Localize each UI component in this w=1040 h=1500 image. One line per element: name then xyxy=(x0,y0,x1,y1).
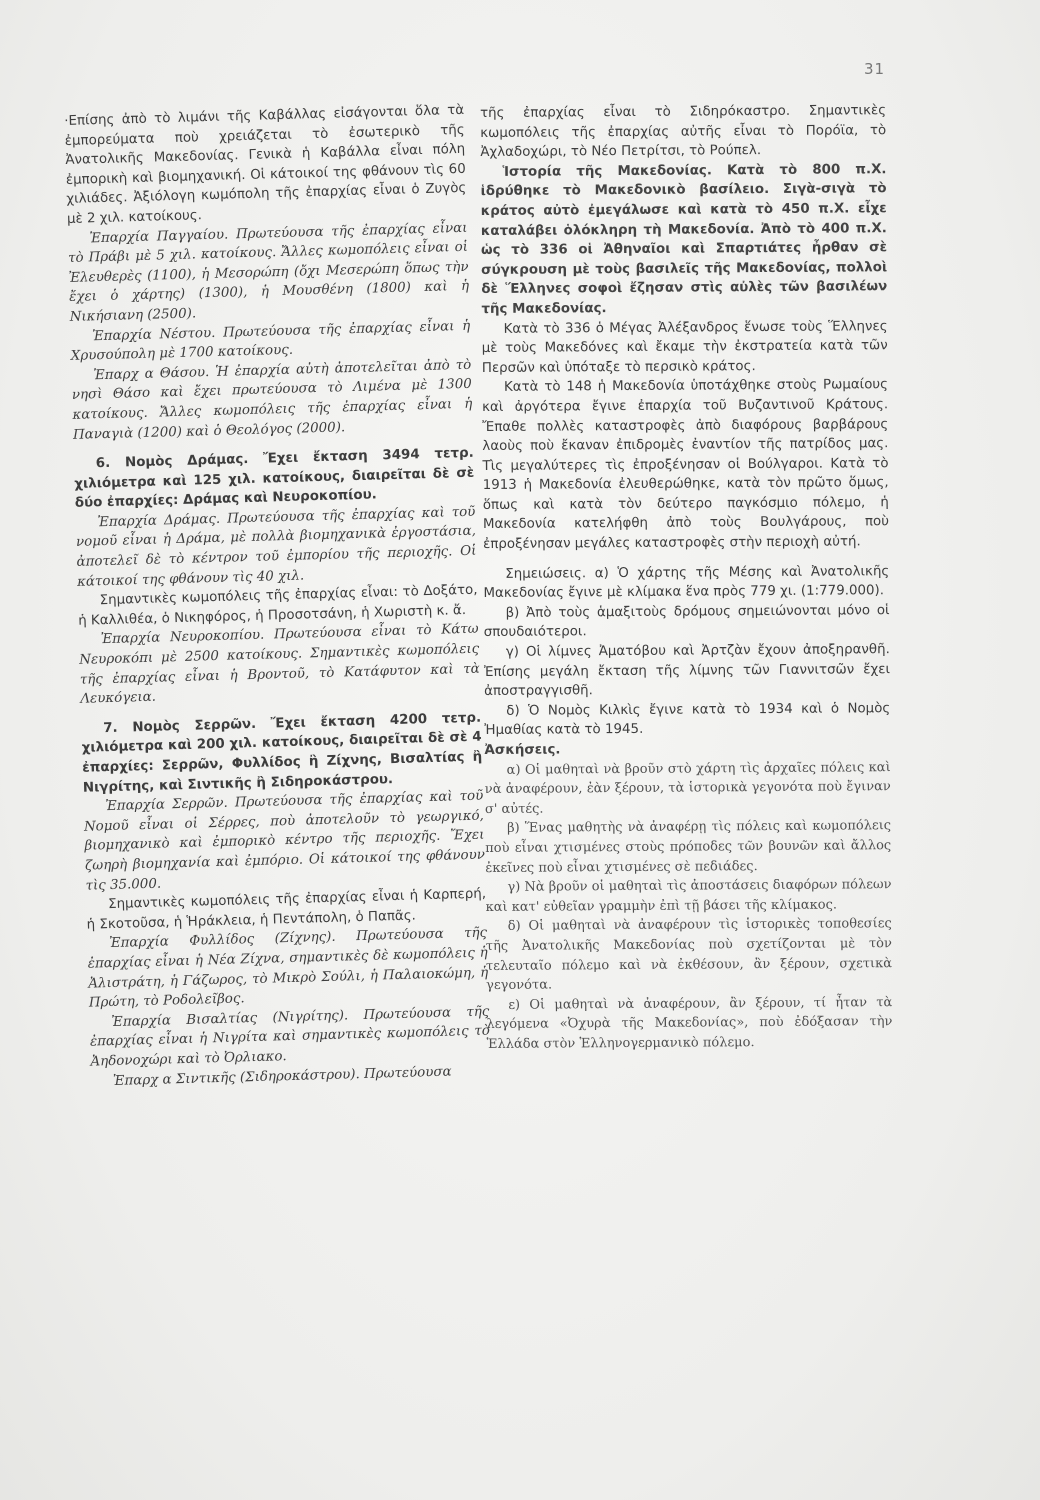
paragraph-serres-towns: Σημαντικὲς κωμοπόλεις τῆς ἐπαρχίας εἶναι ἡ Καρπερή, ἡ Σκοτοῦσα, ἡ Ἡράκλεια, ἡ Πεντάπολη, ὁ Παπᾶς. xyxy=(86,886,487,933)
paragraph-sidirokastro-towns: τῆς ἐπαρχίας εἶναι τὸ Σιδηρόκαστρο. Σημαντικὲς κωμοπόλεις τῆς ἐπαρχίας αὐτῆς εἶναι τὸ Πορόϊα, τὸ Ἀχλαδοχώρι, τὸ Νέο Πετρίτσι, τὸ Ρούπελ. xyxy=(480,103,887,161)
exercise-c: γ) Νὰ βροῦν οἱ μαθηταὶ τὶς ἀποστάσεις διαφόρων πόλεων καὶ κατ' εὐθεῖαν γραμμὴν ἐπὶ τῇ βάσει τῆς κλίμακος. xyxy=(485,877,892,915)
paragraph-history-roman-byzantine: Κατὰ τὸ 148 ἡ Μακεδονία ὑποτάχθηκε στοὺς Ρωμαίους καὶ ἀργότερα ἔγινε ἐπαρχία τοῦ Βυζαντινοῦ Κράτους. Ἔπαθε πολλὲς καταστροφὲς ἀπὸ διαφόρους βαρβάρους λαοὺς ποὺ ἔκαναν ἐπιδρομὲς ἐναντίον τῆς πατρίδος μας. Τὶς μεγαλύτερες τὶς ἐπροξένησαν οἱ Βούλγαροι. Κατὰ τὸ 1913 ἡ Μακεδονία ἐλευθερώθηκε, κατὰ τὸν πρῶτο ὅμως, ὅπως καὶ κατὰ τὸν δεύτερο παγκόσμιο πόλεμο, ἡ Μακεδονία κατελήφθη ἀπὸ τοὺς Βουλγάρους, ποὺ ἐπροξένησαν μεγάλες καταστροφὲς στὴν περιοχὴ αὐτή. xyxy=(482,377,889,553)
paragraph-fyllida-province: Ἐπαρχία Φυλλίδος (Ζίχνης). Πρωτεύουσα τῆς ἐπαρχίας εἶναι ἡ Νέα Ζίχνα, σημαντικὲς δὲ κωμοπόλεις ἡ Ἀλιστράτη, ἡ Γάζωρος, τὸ Μικρὸ Σούλι, ἡ Παλαιοκώμη, ἡ Πρώτη, τὸ Ροδολεῖβος. xyxy=(87,925,489,1011)
exercises-heading: Ἀσκήσεις. xyxy=(484,742,561,758)
exercise-d: δ) Οἱ μαθηταὶ νὰ ἀναφέρουν τὶς ἱστορικὲς τοποθεσίες τῆς Ἀνατολικῆς Μακεδονίας ποὺ σχετίζονται μὲ τὸν τελευταῖο πόλεμο καὶ νὰ ἐκθέσουν, ἂν ξέρουν, σχετικὰ γεγονότα. xyxy=(485,916,893,994)
paragraph-pangaio-province: Ἐπαρχία Παγγαίου. Πρωτεύουσα τῆς ἐπαρχίας εἶναι τὸ Πράβι μὲ 5 χιλ. κατοίκους. Ἄλλες κωμοπόλεις εἶναι οἱ Ἐλευθερὲς (1100), ἡ Μεσορώπη (ὄχι Μεσερώπη ὅπως τὴν ἔχει ὁ χάρτης) (1300), ἡ Μουσθένη (1800) καὶ ἡ Νικήσιανη (2500). xyxy=(67,220,470,325)
paragraph-serres-prefecture: 7. Νομὸς Σερρῶν. Ἔχει ἔκταση 4200 τετρ. χιλιόμετρα καὶ 200 χιλ. κατοίκους, διαιρεῖται δὲ σὲ 4 ἐπαρχίες: Σερρῶν, Φυλλίδος ἢ Ζίχνης, Βισαλτίας ἢ Νιγρίτης, καὶ Σιντικῆς ἢ Σιδηροκάστρου. xyxy=(81,710,483,796)
paragraph-drama-province: Ἐπαρχία Δράμας. Πρωτεύουσα τῆς ἐπαρχίας καὶ τοῦ νομοῦ εἶναι ἡ Δράμα, μὲ πολλὰ βιομηχανικὰ ἐργοστάσια, ἀποτελεῖ δὲ τὸ κέντρον τοῦ ἐμπορίου τῆς περιοχῆς. Οἱ κάτοικοί της φθάνουν τὶς 40 χιλ. xyxy=(75,504,477,590)
left-column xyxy=(64,101,491,1092)
paragraph-history-heading: Ἱστορία τῆς Μακεδονίας. Κατὰ τὸ 800 π.Χ. ἱδρύθηκε τὸ Μακεδονικὸ βασίλειο. Σιγὰ-σιγὰ τὸ κράτος αὐτὸ ἐμεγάλωσε καὶ κατὰ τὸ 450 π.Χ. εἶχε καταλάβει ὁλόκληρη τὴ Μακεδονία. Ἀπὸ τὸ 400 π.Χ. ὡς τὸ 336 οἱ Ἀθηναῖοι καὶ Σπαρτιάτες ἦρθαν σὲ σύγκρουση μὲ τοὺς βασιλεῖς τῆς Μακεδονίας, πολλοὶ δὲ Ἕλληνες σοφοὶ ἔζησαν στὶς αὐλὲς τῶν βασιλέων τῆς Μακεδονίας. xyxy=(480,161,888,317)
exercise-a: α) Οἱ μαθηταὶ νὰ βροῦν στὸ χάρτη τὶς ἀρχαῖες πόλεις καὶ νὰ ἀναφέρουν, ἐὰν ξέρουν, τὰ ἱστορικὰ γεγονότα ποὺ ἔγιναν σ' αὐτές. xyxy=(484,759,891,817)
paragraph-serres-province: Ἐπαρχία Σερρῶν. Πρωτεύουσα τῆς ἐπαρχίας καὶ τοῦ Νομοῦ εἶναι οἱ Σέρρες, ποὺ ἀποτελοῦν τὸ γεωργικό, βιομηχανικὸ καὶ ἐμπορικὸ κέντρο τῆς περιοχῆς. Ἔχει ζωηρὴ βιομηχανία καὶ ἐμπόριο. Οἱ κάτοικοί της φθάνουν τὶς 35.000. xyxy=(83,788,486,894)
paragraph-drama-towns: Σημαντικὲς κωμοπόλεις τῆς ἐπαρχίας εἶναι: τὸ Δοξάτο, ἡ Καλλιθέα, ὁ Νικηφόρος, ἡ Προσοτσάνη, ἡ Χωριστὴ κ. ἄ. xyxy=(78,582,478,629)
paragraph-notes-a: Σημειώσεις. α) Ὁ χάρτης τῆς Μέσης καὶ Ἀνατολικῆς Μακεδονίας ἔγινε μὲ κλίμακα ἕνα πρὸς 779 χι. (1:779.000). xyxy=(483,563,890,602)
paragraph-kavala-imports: ·Επίσης ἀπὸ τὸ λιμάνι τῆς Καβάλλας εἰσάγονται ὅλα τὰ ἐμπορεύματα ποὺ χρειάζεται τὸ ἐσωτερικὸ τῆς Ἀνατολικῆς Μακεδονίας. Γενικὰ ἡ Καβάλλα εἶναι πόλη ἐμπορικὴ καὶ βιομηχανική. Οἱ κάτοικοί της φθάνουν τὶς 60 χιλιάδες. Ἀξιόλογη κωμόπολη τῆς ἐπαρχίας εἶναι ὁ Ζυγὸς μὲ 2 χιλ. κατοίκους. xyxy=(64,102,467,227)
paragraph-nevrokopi-province: Ἐπαρχία Νευροκοπίου. Πρωτεύουσα εἶναι τὸ Κάτω Νευροκόπι μὲ 2500 κατοίκους. Σημαντικὲς κωμοπόλεις τῆς ἐπαρχίας εἶναι ἡ Βροντοῦ, τὸ Κατάφυτον καὶ τὰ Λευκόγεια. xyxy=(79,622,480,707)
paragraph-notes-b: β) Ἀπὸ τοὺς ἁμαξιτοὺς δρόμους σημειώνονται μόνο οἱ σπουδαιότεροι. xyxy=(483,602,890,641)
exercise-b: β) Ἕνας μαθητὴς νὰ ἀναφέρῃ τὶς πόλεις καὶ κωμοπόλεις ποὺ εἶναι χτισμένες στοὺς πρόποδες τῶν βουνῶν καὶ ἄλλος ἐκεῖνες ποὺ εἶναι χτισμένες σὲ πεδιάδες. xyxy=(485,818,892,876)
paragraph-visaltia-province: Ἐπαρχία Βισαλτίας (Νιγρίτης). Πρωτεύουσα τῆς ἐπαρχίας εἶναι ἡ Νιγρίτα καὶ σημαντικὲς κωμοπόλεις τὸ Ἀηδονοχώρι καὶ τὸ Ὀρλιακο. xyxy=(89,1004,491,1070)
paragraph-history-alexander: Κατὰ τὸ 336 ὁ Μέγας Ἀλέξανδρος ἕνωσε τοὺς Ἕλληνες μὲ τοὺς Μακεδόνες καὶ ἔκαμε τὴν ἐκστρατεία κατὰ τῶν Περσῶν καὶ ὑπόταξε τὸ περσικὸ κράτος. xyxy=(481,318,888,376)
page-number: 31 xyxy=(864,60,886,78)
paragraph-drama-prefecture: 6. Νομὸς Δράμας. Ἔχει ἔκταση 3494 τετρ. χιλιόμετρα καὶ 125 χιλ. κατοίκους, διαιρεῖται δὲ σὲ δύο ἐπαρχίες: Δράμας καὶ Νευροκοπίου. xyxy=(74,445,475,512)
right-column xyxy=(480,101,893,1054)
paragraph-thasos-province: Ἐπαρχ α Θάσου. Ἡ ἐπαρχία αὐτὴ ἀποτελεῖται ἀπὸ τὸ νησὶ Θάσο καὶ ἔχει πρωτεύουσα τὸ Λιμένα μὲ 1300 κατοίκους. Ἄλλες κωμοπόλεις τῆς ἐπαρχίας εἶναι ἡ Παναγιὰ (1200) καὶ ὁ Θεολόγος (2000). xyxy=(71,357,473,443)
paragraph-notes-c: γ) Οἱ λίμνες Ἀματόβου καὶ Ἀρτζὰν ἔχουν ἀποξηρανθῆ. Ἐπίσης μεγάλη ἔκταση τῆς λίμνης τῶν Γιαννιτσῶν ἔχει ἀποστραγγισθῆ. xyxy=(483,642,891,700)
paragraph-sintiki-province: Ἐπαρχ α Σιντικῆς (Σιδηροκάστρου). Πρωτεύουσα xyxy=(112,1064,452,1089)
paragraph-nestos-province: Ἐπαρχία Νέστου. Πρωτεύουσα τῆς ἐπαρχίας εἶναι ἡ Χρυσούπολη μὲ 1700 κατοίκους. xyxy=(70,318,471,365)
exercise-e: ε) Οἱ μαθηταὶ νὰ ἀναφέρουν, ἂν ξέρουν, τί ἦταν τὰ λεγόμενα «Ὀχυρὰ τῆς Μακεδονίας», ποὺ ἐδόξασαν τὴν Ἑλλάδα στὸν Ἑλληνογερμανικὸ πόλεμο. xyxy=(486,994,893,1052)
paragraph-notes-d: δ) Ὁ Νομὸς Κιλκὶς ἔγινε κατὰ τὸ 1934 καὶ ὁ Νομὸς Ἠμαθίας κατὰ τὸ 1945. xyxy=(484,700,891,739)
